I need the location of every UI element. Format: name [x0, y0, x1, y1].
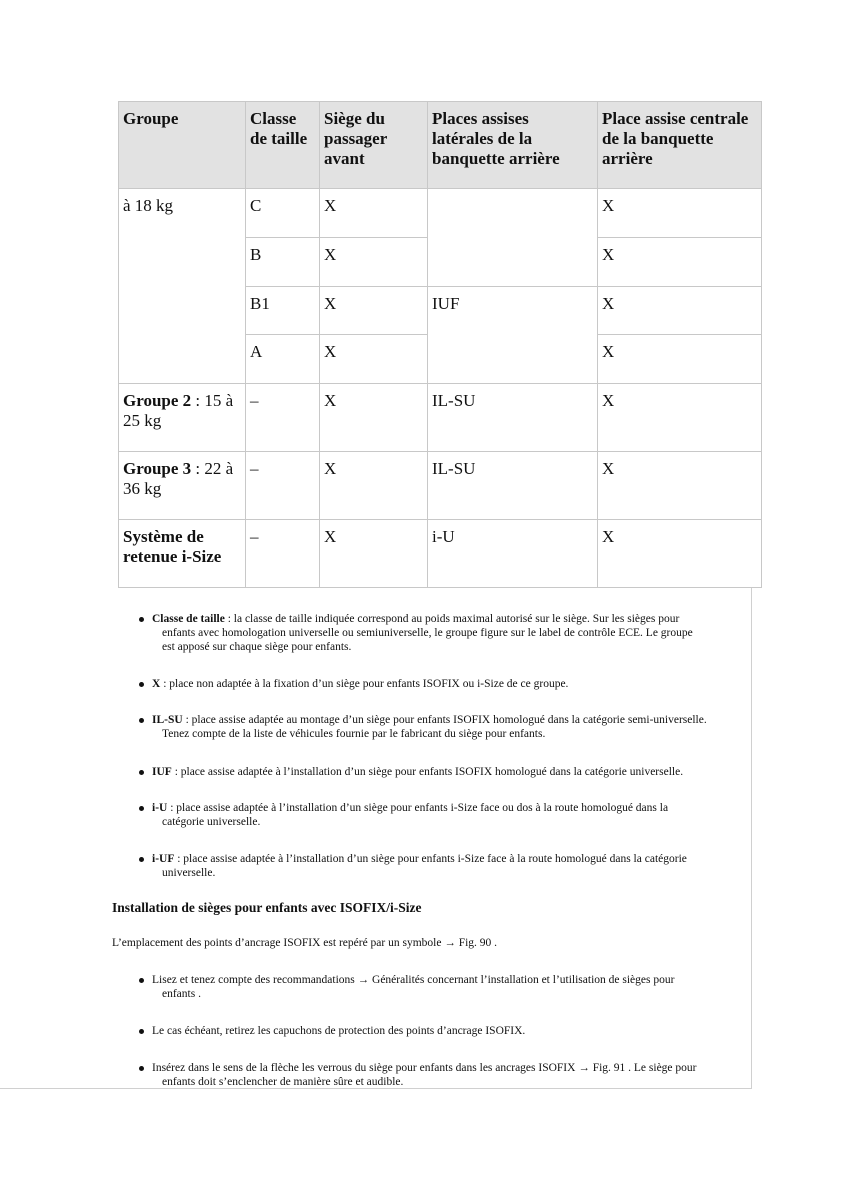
step-text: Insérez dans le sens de la flèche les verrous du siège pour enfants dans les ancrages ISOFIX → Fig. 91 . Le siège pour: [152, 1062, 697, 1074]
header-rear-center: Place assise centrale de la banquette arrière: [598, 102, 762, 189]
legend-term: IUF: [152, 766, 172, 778]
step-text: Lisez et tenez compte des recommandations → Généralités concernant l’installation et l’utilisation de sièges pour: [152, 974, 675, 986]
compatibility-table: [118, 101, 762, 588]
table-row: [119, 384, 762, 452]
header-groupe: Groupe: [119, 102, 246, 189]
center-cell: X: [598, 384, 762, 452]
legend-text: : place assise adaptée à l’installation d’un siège pour enfants i-Size face à la route homologué dans la catégorie: [174, 853, 687, 865]
legend-term: i-U: [152, 802, 168, 814]
legend-text-line2: catégorie universelle.: [162, 816, 261, 828]
size-cell: A: [246, 335, 320, 384]
front-cell: X: [320, 189, 428, 238]
step-text-line2: enfants .: [162, 988, 201, 1000]
lateral-cell: IUF: [428, 287, 598, 384]
bullet-dot: [139, 718, 144, 723]
table-row: [119, 452, 762, 520]
bullet-dot: [139, 806, 144, 811]
lateral-cell: IL-SU: [428, 452, 598, 520]
bullet-dot: [139, 1029, 144, 1034]
group-cell: [119, 452, 246, 520]
legend-text-line2: universelle.: [162, 867, 216, 879]
group-name: Groupe 2: [123, 391, 192, 410]
step-item: [152, 973, 742, 1001]
group1-cell: à 18 kg: [119, 189, 246, 384]
header-front-seat: Siège du passager avant: [320, 102, 428, 189]
legend-term: X: [152, 678, 161, 690]
front-cell: X: [320, 238, 428, 287]
bullet-dot: [139, 1066, 144, 1071]
step-item: [152, 1061, 742, 1089]
center-cell: X: [598, 335, 762, 384]
legend-text-line2: enfants avec homologation universelle ou semiuniverselle, le groupe figure sur le label de contrôle ECE. Le groupe: [162, 627, 693, 639]
page-right-border: [751, 588, 752, 1088]
bullet-dot: [139, 857, 144, 862]
front-cell: X: [320, 384, 428, 452]
legend-term: Classe de taille: [152, 613, 225, 625]
legend-text: : place assise adaptée à l’installation d’un siège pour enfants ISOFIX homologué dans la catégorie universelle.: [171, 766, 684, 778]
center-cell: X: [598, 520, 762, 588]
size-cell: –: [246, 384, 320, 452]
bullet-dot: [139, 770, 144, 775]
table-row: [119, 189, 762, 238]
legend-text-line3: est apposé sur chaque siège pour enfants.: [162, 641, 352, 653]
bullet-dot: [139, 617, 144, 622]
size-cell: –: [246, 520, 320, 588]
header-rear-lateral: Places assises latérales de la banquette arrière: [428, 102, 598, 189]
legend-item-iuf: [152, 765, 742, 779]
table-header-row: [119, 102, 762, 189]
legend-text: : place assise adaptée à l’installation d’un siège pour enfants i-Size face ou dos à la route homologué dans la: [167, 802, 669, 814]
section-intro: L’emplacement des points d’ancrage ISOFIX est repéré par un symbole → Fig. 90 .: [112, 937, 498, 949]
front-cell: X: [320, 452, 428, 520]
front-cell: X: [320, 287, 428, 335]
step-text: Le cas échéant, retirez les capuchons de protection des points d’ancrage ISOFIX.: [152, 1025, 526, 1037]
legend-text: : la classe de taille indiquée correspond au poids maximal autorisé sur le siège. Sur les sièges pour: [224, 613, 680, 625]
center-cell: X: [598, 189, 762, 238]
legend-text-line2: Tenez compte de la liste de véhicules fournie par le fabricant du siège pour enfants.: [162, 728, 546, 740]
group-name: Système de retenue i-Size: [123, 527, 222, 566]
size-cell: –: [246, 452, 320, 520]
legend-item-i-uf: [152, 852, 742, 880]
front-cell: X: [320, 520, 428, 588]
step-text-line2: enfants doit s’enclencher de manière sûre et audible.: [162, 1076, 404, 1088]
legend-item-i-u: [152, 801, 742, 829]
legend-term: IL-SU: [152, 714, 183, 726]
bullet-dot: [139, 682, 144, 687]
front-cell: X: [320, 335, 428, 384]
center-cell: X: [598, 287, 762, 335]
step-item: [152, 1024, 742, 1038]
size-cell: B1: [246, 287, 320, 335]
legend-item-il-su: [152, 713, 742, 741]
group-weight: : 15 à 25 kg: [123, 391, 234, 430]
legend-item-x: [152, 677, 742, 691]
lateral-cell: IL-SU: [428, 384, 598, 452]
legend-item-classe: [152, 612, 742, 654]
table-row: [119, 520, 762, 588]
center-cell: X: [598, 238, 762, 287]
size-cell: B: [246, 238, 320, 287]
bullet-dot: [139, 978, 144, 983]
section-title: Installation de sièges pour enfants avec ISOFIX/i-Size: [112, 900, 422, 915]
legend-text: : place assise adaptée au montage d’un siège pour enfants ISOFIX homologué dans la catégorie semi-universelle.: [182, 714, 707, 726]
group-cell: [119, 520, 246, 588]
size-cell: C: [246, 189, 320, 238]
legend-text: : place non adaptée à la fixation d’un siège pour enfants ISOFIX ou i-Size de ce groupe.: [160, 678, 569, 690]
group-weight: : 22 à 36 kg: [123, 459, 234, 498]
legend-term: i-UF: [152, 853, 175, 865]
lateral-cell-empty: [428, 189, 598, 287]
center-cell: X: [598, 452, 762, 520]
header-classe: Classe de taille: [246, 102, 320, 189]
lateral-cell: i-U: [428, 520, 598, 588]
group-cell: [119, 384, 246, 452]
group-name: Groupe 3: [123, 459, 192, 478]
